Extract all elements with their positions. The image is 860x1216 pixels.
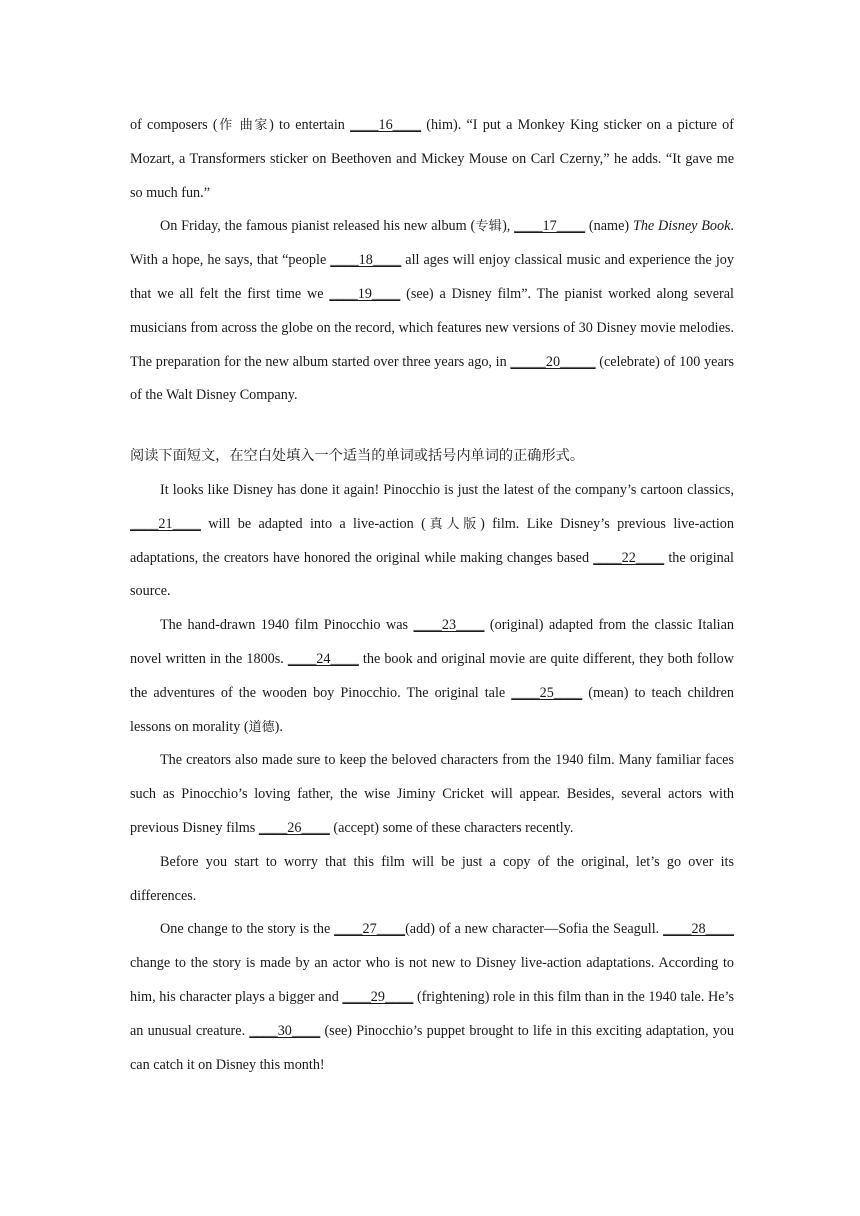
italic-title-text: The Disney Book [632,218,731,235]
text-run: (celebrate) of 100 years of the Walt Disney Company. [130,353,734,404]
answer-blank[interactable]: ____23____ [413,617,485,634]
passage-section-2 [130,474,734,1082]
text-run: It looks like Disney has done it again! Pinocchio is just the latest of the company’s cartoon classics, [160,481,734,498]
answer-blank[interactable]: ____16____ [350,117,422,133]
answer-blank[interactable]: ____27____ [334,921,406,938]
paragraph [130,744,734,845]
text-run: ) film. Like Disney’s previous live-action adaptations, the creators have honored the original while making changes based [130,515,734,566]
chinese-gloss: 作 曲家 [217,118,270,133]
exercise-instruction: 阅读下面短文，在空白处填入一个适当的单词或括号内单词的正确形式。 [130,448,585,465]
text-run: The hand-drawn 1940 film Pinocchio was [160,617,414,634]
answer-blank[interactable]: ____17____ [514,218,586,235]
text-run: ), [502,218,515,235]
text-run: Before you start to worry that this film will be just a copy of the original, let’s go over its differences. [130,853,734,904]
paragraph [130,913,734,1082]
text-run: On Friday, the famous pianist released his new album ( [160,218,476,235]
text-run: One change to the story is the [160,921,335,938]
text-run: change to the story is made by an actor who is not new to Disney live-action adaptations. According to him, his character plays a bigger and [130,955,734,1005]
answer-blank[interactable]: ____29____ [342,988,414,1005]
text-run: (mean) to teach children lessons on morality ( [130,684,734,735]
paragraph [130,609,734,744]
answer-blank[interactable]: ____26____ [258,819,330,836]
answer-blank[interactable]: ____19____ [329,285,401,302]
text-run: (original) adapted from the classic Italian novel written in the 1800s. [130,617,734,667]
answer-blank[interactable]: _____20_____ [510,353,596,370]
answer-blank[interactable]: ____21____ [130,515,201,532]
chinese-gloss: 真人版 [425,516,481,532]
text-run: (frightening) role in this film than in the 1940 tale. He’s an unusual creature. [130,988,734,1039]
paragraph [130,846,734,914]
chinese-gloss: 专辑 [475,219,503,235]
text-run: (him). “I put a Monkey King sticker on a picture of Mozart, a Transformers sticker on Beethoven and Mickey Mouse on Carl Czerny,” he adds. “It gave me so much fun.” [130,117,734,201]
section-spacer [130,413,734,440]
answer-blank[interactable]: ____30____ [249,1022,321,1039]
text-run: will be adapted into a live-action ( [200,515,426,532]
paragraph [130,109,734,210]
text-run: (see) a Disney film”. The pianist worked along several musicians from across the globe on the record, which features new versions of 30 Disney movie melodies. The preparation for the new album started over three years ago, in [130,285,734,370]
text-run: the book and original movie are quite different, they both follow the adventures of the wooden boy Pinocchio. The original tale [130,650,734,701]
answer-blank[interactable]: ____22____ [593,549,665,566]
answer-blank[interactable]: ____18____ [330,252,402,269]
text-run: ). [274,718,283,735]
text-run: ) to entertain [269,117,351,133]
text-run: (name) [585,218,633,235]
answer-blank[interactable]: ____24____ [287,650,359,667]
document-body [130,109,734,1082]
text-run: (see) Pinocchio’s puppet brought to life in this exciting adaptation, you can catch it on Disney this month! [130,1022,734,1073]
answer-blank[interactable]: ____28____ [663,921,734,938]
text-run: . With a hope, he says, that “people [130,218,734,269]
chinese-gloss: 道德 [248,719,275,735]
paragraph [130,474,734,609]
paragraph [130,210,734,413]
text-run: (accept) some of these characters recently. [329,819,574,836]
text-run: all ages will enjoy classical music and experience the joy that we all felt the first time we [130,252,734,302]
text-run: the original source. [130,549,734,600]
passage-section-1 [130,109,734,413]
text-run: of composers ( [130,117,218,133]
text-run: (add) of a new character—Sofia the Seagull. [405,921,664,938]
text-run: The creators also made sure to keep the beloved characters from the 1940 film. Many familiar faces such as Pinocchio’s loving father, the wise Jiminy Cricket will appear. Besides, several actors with previous Disney films [130,752,734,836]
answer-blank[interactable]: ____25____ [511,684,583,701]
